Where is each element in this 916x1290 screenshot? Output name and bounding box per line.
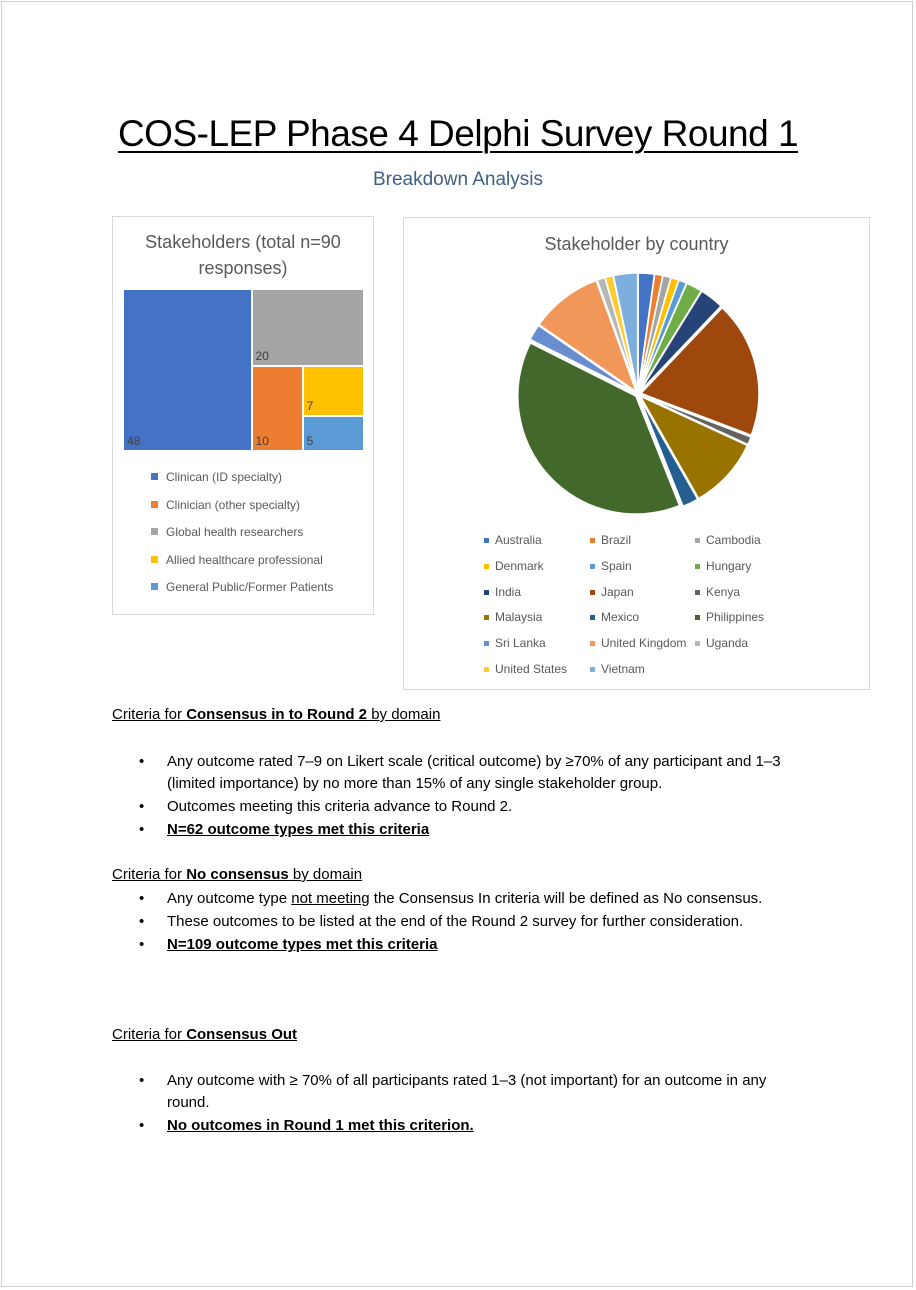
page-title: COS-LEP Phase 4 Delphi Survey Round 1 xyxy=(117,113,799,154)
list-item xyxy=(112,1115,812,1137)
pie-legend-item xyxy=(695,636,748,650)
legend-swatch xyxy=(484,641,489,646)
list-item xyxy=(112,911,812,933)
legend-label: Australia xyxy=(495,533,542,547)
consensus-in-heading-prefix: Criteria for xyxy=(112,706,187,723)
page-subtitle: Breakdown Analysis xyxy=(372,169,544,190)
list-item-text: N=109 outcome types met this criteria xyxy=(167,936,438,953)
legend-swatch xyxy=(151,501,158,508)
treemap-legend-item xyxy=(151,525,303,539)
no-consensus-heading xyxy=(112,866,362,883)
pie-legend-item xyxy=(590,559,632,573)
pie-legend-item xyxy=(484,636,546,650)
list-item-text: the Consensus In criteria will be defined as No consensus. xyxy=(369,890,763,907)
pie-legend-item xyxy=(695,559,751,573)
treemap-legend-item xyxy=(151,470,282,484)
legend-swatch xyxy=(695,615,700,620)
legend-label: Global health researchers xyxy=(166,525,304,539)
legend-swatch xyxy=(484,590,489,595)
list-item-text: No outcomes in Round 1 met this criterion. xyxy=(167,1117,474,1134)
legend-label: United States xyxy=(495,662,568,676)
legend-swatch xyxy=(590,590,595,595)
legend-label: Denmark xyxy=(495,558,544,573)
treemap-legend-item xyxy=(151,498,300,512)
legend-swatch xyxy=(151,528,158,535)
legend-swatch xyxy=(695,590,700,595)
legend-label: Mexico xyxy=(601,610,640,625)
pie-legend-item xyxy=(695,585,740,599)
no-consensus-heading-suffix: by domain xyxy=(288,866,363,883)
legend-label: Japan xyxy=(601,584,634,599)
legend-label: Sri Lanka xyxy=(495,636,546,651)
legend-swatch xyxy=(590,641,595,646)
legend-label: Uganda xyxy=(706,636,749,651)
consensus-in-heading xyxy=(112,706,440,723)
list-item xyxy=(112,819,812,841)
no-consensus-heading-bold: No consensus xyxy=(186,866,289,883)
list-item-text: Any outcome type xyxy=(167,890,292,907)
legend-label: United Kingdom xyxy=(601,636,687,651)
treemap-rect xyxy=(124,290,251,450)
legend-swatch xyxy=(695,564,700,569)
consensus-in-heading-suffix: by domain xyxy=(367,706,441,723)
list-item-text: Outcomes meeting this criteria advance to Round 2. xyxy=(167,798,513,815)
legend-label: Allied healthcare professional xyxy=(166,552,323,567)
treemap-data-label: 10 xyxy=(255,434,269,448)
treemap-legend-item xyxy=(151,553,323,567)
pie-legend-item xyxy=(484,610,542,624)
treemap-data-label: 48 xyxy=(127,434,141,448)
list-item-text: N=62 outcome types met this criteria xyxy=(167,821,430,838)
legend-label: Cambodia xyxy=(706,533,761,547)
consensus-in-heading-bold: Consensus in to Round 2 xyxy=(186,706,368,723)
pie-title: Stakeholder by country xyxy=(544,234,729,254)
consensus-out-heading xyxy=(112,1026,297,1043)
legend-swatch xyxy=(151,473,158,480)
legend-swatch xyxy=(590,564,595,569)
consensus-out-heading-bold: Consensus Out xyxy=(186,1026,298,1043)
legend-label: Spain xyxy=(601,558,632,573)
pie-legend-item xyxy=(484,533,542,547)
list-item-text-underlined: not meeting xyxy=(291,890,370,907)
legend-label: Philippines xyxy=(706,610,765,625)
list-item-text: Any outcome rated 7–9 on Likert scale (critical outcome) by ≥70% of any participant and 1–3 (limited importance) by no more than 15% of any single stakeholder group. xyxy=(167,753,781,792)
legend-label: Hungary xyxy=(706,558,752,573)
no-consensus-list xyxy=(112,888,812,957)
treemap-title xyxy=(113,229,373,281)
treemap-data-label: 20 xyxy=(255,349,269,364)
list-item xyxy=(112,796,812,818)
legend-swatch xyxy=(484,667,489,672)
legend-swatch xyxy=(695,641,700,646)
list-item xyxy=(112,751,812,795)
list-item-text: Any outcome with ≥ 70% of all participants rated 1–3 (not important) for an outcome in any round. xyxy=(167,1072,767,1111)
list-item xyxy=(112,1070,812,1114)
legend-label: Clinican (ID specialty) xyxy=(166,470,283,484)
legend-swatch xyxy=(590,538,595,543)
pie-legend-item xyxy=(695,533,761,547)
treemap-rect xyxy=(253,290,363,365)
consensus-out-list xyxy=(112,1070,812,1138)
consensus-out-heading-prefix: Criteria for xyxy=(112,1026,187,1043)
treemap-legend-item xyxy=(151,580,333,594)
pie-legend-item xyxy=(590,636,686,650)
legend-swatch xyxy=(484,564,489,569)
pie-legend-item xyxy=(484,662,567,676)
no-consensus-heading-prefix: Criteria for xyxy=(112,866,187,883)
treemap-title-line2: responses) xyxy=(198,258,288,278)
list-item xyxy=(112,888,812,910)
pie-legend-item xyxy=(590,585,634,599)
legend-label: Vietnam xyxy=(601,662,645,676)
stakeholders-treemap-chart xyxy=(112,216,374,615)
pie-legend-item xyxy=(484,559,544,573)
legend-swatch xyxy=(590,667,595,672)
legend-swatch xyxy=(695,538,700,543)
treemap-data-label: 7 xyxy=(306,398,314,413)
pie-legend-item xyxy=(590,533,631,547)
legend-swatch xyxy=(484,538,489,543)
legend-label: Brazil xyxy=(601,533,632,547)
treemap-title-line1: Stakeholders (total n=90 xyxy=(145,232,341,252)
legend-swatch xyxy=(151,556,158,563)
legend-swatch xyxy=(484,615,489,620)
pie-legend-item xyxy=(590,662,645,676)
legend-label: Clinician (other specialty) xyxy=(166,497,301,512)
legend-swatch xyxy=(590,615,595,620)
pie-legend-item xyxy=(590,610,639,624)
country-pie-chart xyxy=(403,217,870,690)
list-item xyxy=(112,934,812,956)
legend-label: India xyxy=(495,584,522,599)
legend-swatch xyxy=(151,583,158,590)
list-item-text: These outcomes to be listed at the end of the Round 2 survey for further consideration. xyxy=(167,913,744,930)
treemap-data-label: 5 xyxy=(306,434,314,448)
legend-label: Kenya xyxy=(706,584,741,599)
legend-label: Malaysia xyxy=(495,610,543,625)
pie-legend-item xyxy=(484,585,521,599)
legend-label: General Public/Former Patients xyxy=(166,580,334,594)
consensus-in-list xyxy=(112,751,812,842)
pie-legend-item xyxy=(695,610,764,624)
